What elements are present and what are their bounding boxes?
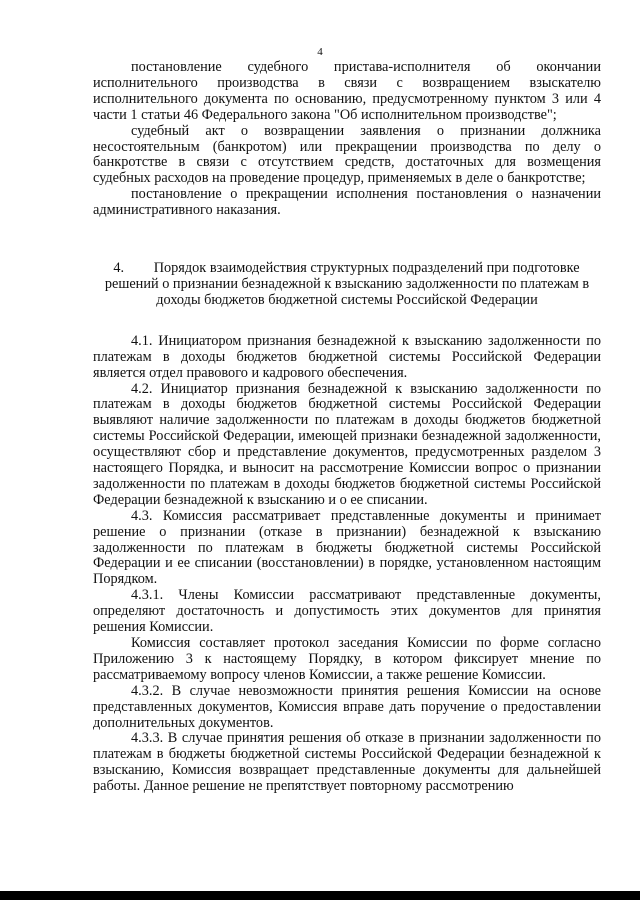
document-body [93,60,601,795]
section-heading [93,261,601,309]
section-number: 4. [113,260,125,277]
paragraph-commission-protocol: Комиссия составляет протокол заседания Комиссии по форме согласно Приложению 3 к настоящему Порядку, в котором фиксирует мнение по рассматриваемому вопросу членов Комиссии, а также решение Комиссии. [93,635,601,683]
paragraph-penalty-termination: постановление о прекращении исполнения постановления о назначении административного наказания. [93,186,601,219]
page-number: 4 [317,46,323,58]
paragraph-4-3: 4.3. Комиссия рассматривает представленные документы и принимает решение о признании (отказе в признании) безнадежной к взысканию задолженности по платежам в бюджеты бюджетной системы Российской Федерации и ее списании (восстановлении) в порядке, установленном настоящим Порядком. [93,507,601,588]
section-title: Порядок взаимодействия структурных подразделений при подготовке решений о признании безнадежной к взысканию задолженности по платежам в доходы бюджетов бюджетной системы Российской Федерации [104,260,590,308]
paragraph-4-2: 4.2. Инициатор признания безнадежной к взысканию задолженности по платежам в доходы бюджетов бюджетной системы Российской Федерации выявляют наличие задолженности по платежам в доходы бюджетов бюджетной системы Российской Федерации, имеющей признаки безнадежной задолженности, осуществляют сбор и представление документов, предусмотренных разделом 3 настоящего Порядка, и выносит на рассмотрение Комиссии вопрос о признании задолженности по платежам в доходы бюджетов бюджетной системы Российской Федерации безнадежной к взысканию и о ее списании. [93,380,601,508]
paragraph-enforcement-resolution: постановление судебного пристава-исполнителя об окончании исполнительного производства в связи с возвращением взыскателю исполнительного документа по основанию, предусмотренному пунктом 3 или 4 части 1 статьи 46 Федерального закона "Об исполнительном производстве"; [93,59,601,123]
paragraph-4-3-3: 4.3.3. В случае принятия решения об отказе в признании задолженности по платежам в бюджеты бюджетной системы Российской Федерации безнадежной к взысканию, Комиссия возвращает представленные документы для дальнейшей работы. Данное решение не препятствует повторному рассмотрению [93,730,601,795]
paragraph-4-3-1: 4.3.1. Члены Комиссии рассматривают представленные документы, определяют достаточность и допустимость этих документов для принятия решения Комиссии. [93,587,601,636]
bottom-scan-border [0,891,640,900]
paragraph-4-3-2: 4.3.2. В случае невозможности принятия решения Комиссии на основе представленных документов, Комиссия вправе дать поручение о предоставлении дополнительных документов. [93,682,601,731]
paragraph-bankruptcy-act: судебный акт о возвращении заявления о признании должника несостоятельным (банкротом) или прекращении производства по делу о банкротстве в связи с отсутствием средств, достаточных для возмещения судебных расходов на проведение процедур, применяемых в деле о банкротстве; [93,122,601,187]
paragraph-4-1: 4.1. Инициатором признания безнадежной к взысканию задолженности по платежам в доходы бюджетов бюджетной системы Российской Федерации является отдел правового и кадрового обеспечения. [93,332,601,381]
